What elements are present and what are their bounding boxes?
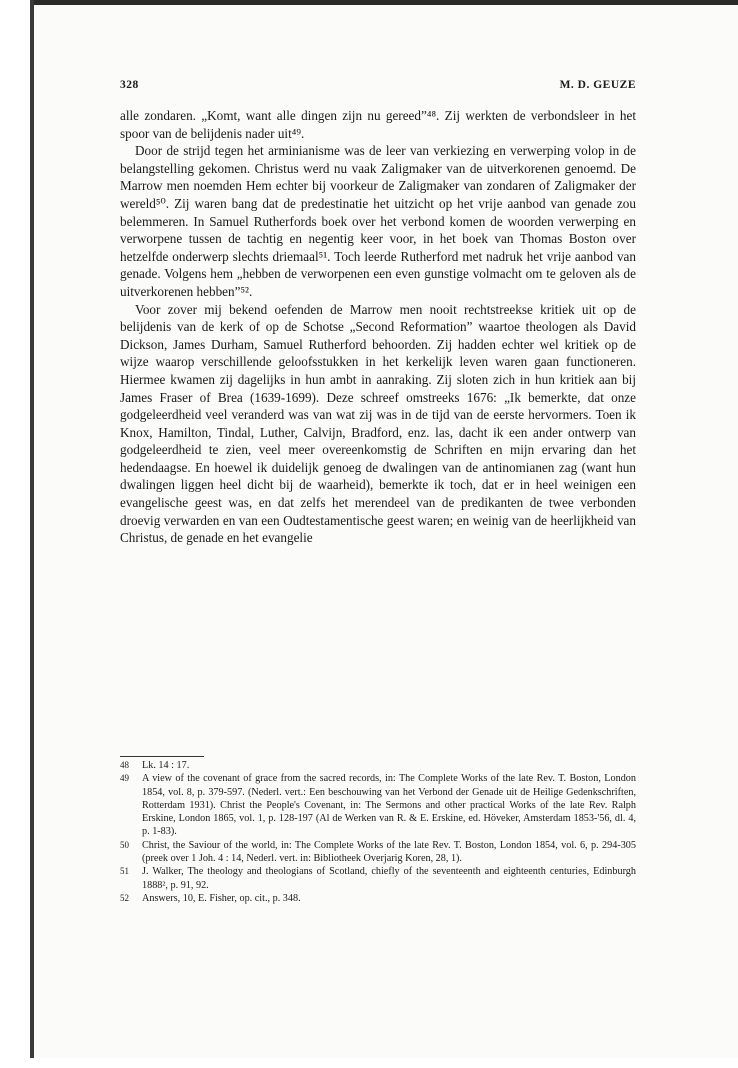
running-head bbox=[120, 79, 636, 95]
footnote bbox=[120, 865, 636, 892]
footnote bbox=[120, 759, 636, 772]
footnote-number: 52 bbox=[120, 892, 129, 903]
footnote-number: 48 bbox=[120, 760, 129, 770]
footnote bbox=[120, 839, 636, 866]
body-text bbox=[120, 107, 636, 547]
running-head-author: M. D. GEUZE bbox=[559, 79, 636, 91]
footnotes bbox=[120, 759, 636, 905]
footnote-text: J. Walker, The theology and theologians of Scotland, chiefly of the seventeenth and eighteenth centuries, Edinburgh 1888², p. 91, 92. bbox=[142, 866, 636, 891]
footnote-number: 50 bbox=[120, 839, 129, 850]
footnote-number: 49 bbox=[120, 773, 129, 784]
footnote-number: 51 bbox=[120, 866, 129, 877]
paragraph: alle zondaren. „Komt, want alle dingen zijn nu gereed”⁴⁸. Zij werkten de verbondsleer in het spoor van de belijdenis nader uit⁴⁹. bbox=[120, 108, 636, 141]
footnote-text: Answers, 10, E. Fisher, op. cit., p. 348. bbox=[142, 892, 301, 904]
footnote-separator bbox=[120, 756, 204, 757]
footnote bbox=[120, 892, 636, 905]
page-number: 328 bbox=[120, 79, 139, 91]
paragraph: Door de strijd tegen het arminianisme was de leer van verkiezing en verwerping volop in de belangstelling gekomen. Christus werd nu vaak Zaligmaker van de uitverkorenen genoemd. De Marrow men noemden Hem echter bij voorkeur de Zaligmaker van zondaren of Zaligmaker der wereld⁵⁰. Zij waren bang dat de predestinatie het uitzicht op het vrije aanbod van genade zou belemmeren. In Samuel Rutherfords boek over het verbond komen de woorden verwerping en verworpene tussen de tachtig en negentig keer voor, in het boek van Thomas Boston over hetzelfde onderwerp slechts driemaal⁵¹. Toch leerde Rutherford met nadruk het vrije aanbod van genade. Volgens hem „hebben de verworpenen een even gunstige volmacht om te geloven als de uitverkorenen hebben”⁵². bbox=[120, 143, 636, 299]
paragraph: Voor zover mij bekend oefenden de Marrow men nooit rechtstreekse kritiek uit op de belijdenis van de kerk of op de Schotse „Second Reformation” waartoe theologen als David Dickson, James Durham, Samuel Rutherford behoorden. Zij hadden echter wel kritiek op de wijze waarop verschillende geloofsstukken in het kerkelijk leven waren gaan functioneren. Hiermee kwamen zij dagelijks in hun ambt in aanraking. Zij sloten zich in hun kritiek aan bij James Fraser of Brea (1639-1699). Deze schreef omstreeks 1676: „Ik bemerkte, dat onze godgeleerdheid veel veranderd was van wat zij was in de tijd van de eerste hervormers. Toen ik Knox, Hamilton, Tindal, Luther, Calvijn, Bradford, enz. las, dacht ik een ander ontwerp van godgeleerdheid te zien, veel meer overeenkomstig de Schriften en mijn ervaring dan het hedendaagse. En hoewel ik duidelijk genoeg de dwalingen van de antinomianen zag (want hun dwalingen liggen heel dicht bij de waarheid), bemerkte ik toch, dat er in heel weinigen een evangelische geest was, en dat zelfs het merendeel van de predikanten de twee verbonden droevig verwarden en van een Oudtestamentische geest waren; en weinig van de heerlijkheid van Christus, de genade en het evangelie bbox=[120, 301, 636, 546]
footnote-text: A view of the covenant of grace from the sacred records, in: The Complete Works of the late Rev. T. Boston, London 1854, vol. 8, p. 379-597. (Nederl. vert.: Een beschouwing van het Verbond der Genade uit de Heilige Gedenkschriften, Rotterdam 1931). Christ the People's Covenant, in: The Sermons and other practical Works of the late Rev. Ralph Erskine, London 1865, vol. 1, p. 128-197 (Al de Werken van R. & E. Erskine, ed. Höveker, Amsterdam 1853-'56, dl. 4, p. 1-83). bbox=[142, 773, 636, 838]
footnote-text: Lk. 14 : 17. bbox=[142, 760, 190, 771]
footnote bbox=[120, 772, 636, 838]
footnote-text: Christ, the Saviour of the world, in: The Complete Works of the late Rev. T. Boston, London 1854, vol. 6, p. 294-305 (preek over 1 Joh. 4 : 14, Nederl. vert. in: Bibliotheek Overjarig Koren, 28, 1). bbox=[142, 839, 636, 865]
